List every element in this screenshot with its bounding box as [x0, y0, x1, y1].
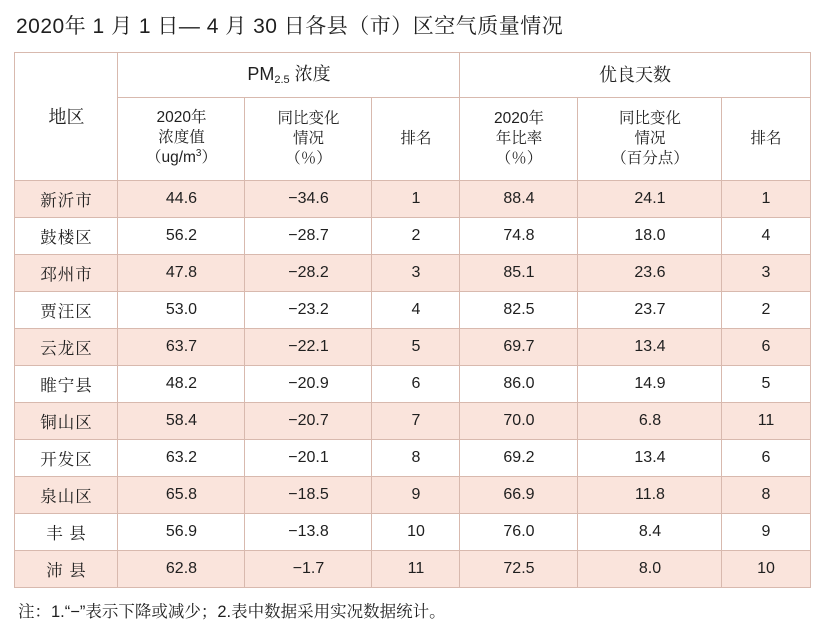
- cell-days-change: 11.8: [578, 477, 722, 514]
- header-pm25-value: [118, 98, 245, 181]
- cell-days-rank: 2: [722, 292, 810, 329]
- cell-pm25-change: −18.5: [245, 477, 372, 514]
- table-row: [15, 329, 810, 366]
- page-title: 2020年 1 月 1 日— 4 月 30 日各县（市）区空气质量情况: [16, 15, 564, 38]
- cell-days-change: 24.1: [578, 181, 722, 218]
- cell-region: 新沂市: [15, 181, 118, 218]
- cell-days-change: 6.8: [578, 403, 722, 440]
- cell-days-rate: 82.5: [460, 292, 578, 329]
- table-row: [15, 403, 810, 440]
- header-pm25-change-l3: （％）: [285, 150, 332, 167]
- cell-pm25-value: 56.2: [118, 218, 245, 255]
- cell-pm25-change: −34.6: [245, 181, 372, 218]
- cell-days-change: 13.4: [578, 329, 722, 366]
- cell-pm25-rank: 6: [372, 366, 460, 403]
- cell-region: 泉山区: [15, 477, 118, 514]
- table-header: [15, 53, 810, 181]
- cell-pm25-rank: 9: [372, 477, 460, 514]
- cell-pm25-change: −13.8: [245, 514, 372, 551]
- cell-days-rank: 3: [722, 255, 810, 292]
- cell-days-change: 13.4: [578, 440, 722, 477]
- cell-region: 睢宁县: [15, 366, 118, 403]
- cell-pm25-value: 47.8: [118, 255, 245, 292]
- table-note: 注：1.“−”表示下降或减少；2.表中数据采用实况数据统计。: [18, 603, 446, 621]
- cell-pm25-rank: 5: [372, 329, 460, 366]
- header-pm25-value-l2: 浓度值: [158, 129, 205, 146]
- table-row: [15, 477, 810, 514]
- cell-days-rate: 88.4: [460, 181, 578, 218]
- cell-days-rank: 1: [722, 181, 810, 218]
- header-pm25-label: $PM_{2.5}$ 浓度: [247, 63, 331, 86]
- cell-days-change: 23.7: [578, 292, 722, 329]
- cell-pm25-value: 48.2: [118, 366, 245, 403]
- cell-days-rate: 70.0: [460, 403, 578, 440]
- header-days-change-l1: 同比变化: [618, 110, 681, 127]
- cell-days-rank: 6: [722, 329, 810, 366]
- cell-pm25-change: −28.2: [245, 255, 372, 292]
- cell-days-rate: 74.8: [460, 218, 578, 255]
- table-row: [15, 292, 810, 329]
- cell-days-change: 8.4: [578, 514, 722, 551]
- table-row: [15, 514, 810, 551]
- header-row-groups: [15, 53, 810, 98]
- table-row: [15, 255, 810, 292]
- cell-pm25-rank: 2: [372, 218, 460, 255]
- header-row-subs: [15, 98, 810, 181]
- cell-pm25-value: 53.0: [118, 292, 245, 329]
- cell-pm25-rank: 3: [372, 255, 460, 292]
- cell-pm25-change: −20.1: [245, 440, 372, 477]
- header-days-rate-l2: 年比率: [495, 130, 543, 147]
- cell-pm25-value: 58.4: [118, 403, 245, 440]
- cell-region: 贾汪区: [15, 292, 118, 329]
- cell-pm25-value: 44.6: [118, 181, 245, 218]
- header-pm25-value-l3: $(ug/m^3)$: [145, 148, 217, 166]
- cell-pm25-change: −23.2: [245, 292, 372, 329]
- cell-pm25-value: 56.9: [118, 514, 245, 551]
- table-row: [15, 551, 810, 588]
- cell-days-change: 14.9: [578, 366, 722, 403]
- cell-pm25-change: −20.9: [245, 366, 372, 403]
- cell-pm25-rank: 10: [372, 514, 460, 551]
- cell-days-rate: 86.0: [460, 366, 578, 403]
- cell-days-rank: 9: [722, 514, 810, 551]
- cell-pm25-value: 63.7: [118, 329, 245, 366]
- header-region: 地区: [15, 53, 118, 181]
- table-row: [15, 218, 810, 255]
- table-row: [15, 440, 810, 477]
- cell-pm25-change: −22.1: [245, 329, 372, 366]
- cell-pm25-change: −1.7: [245, 551, 372, 588]
- cell-pm25-rank: 4: [372, 292, 460, 329]
- header-good-days-group: 优良天数: [460, 53, 810, 98]
- cell-region: 沛 县: [15, 551, 118, 588]
- table-row: [15, 366, 810, 403]
- cell-days-rate: 76.0: [460, 514, 578, 551]
- header-pm25-group: [118, 53, 460, 98]
- cell-pm25-value: 63.2: [118, 440, 245, 477]
- header-pm25-change-l2: 情况: [292, 130, 324, 147]
- header-days-change-l3: （百分点）: [611, 150, 689, 167]
- cell-pm25-value: 62.8: [118, 551, 245, 588]
- header-days-change: [578, 98, 722, 181]
- cell-days-rate: 69.7: [460, 329, 578, 366]
- cell-days-rate: 72.5: [460, 551, 578, 588]
- cell-days-rank: 4: [722, 218, 810, 255]
- header-days-rate: [460, 98, 578, 181]
- cell-days-rank: 10: [722, 551, 810, 588]
- cell-region: 邳州市: [15, 255, 118, 292]
- cell-region: 鼓楼区: [15, 218, 118, 255]
- cell-region: 铜山区: [15, 403, 118, 440]
- cell-pm25-change: −20.7: [245, 403, 372, 440]
- cell-days-rank: 5: [722, 366, 810, 403]
- cell-days-rate: 66.9: [460, 477, 578, 514]
- cell-days-change: 18.0: [578, 218, 722, 255]
- header-pm25-rank: 排名: [372, 98, 460, 181]
- cell-days-rank: 8: [722, 477, 810, 514]
- cell-days-rank: 6: [722, 440, 810, 477]
- header-days-change-l2: 情况: [634, 130, 666, 147]
- header-pm25-change-l1: 同比变化: [277, 110, 340, 127]
- cell-region: 开发区: [15, 440, 118, 477]
- cell-pm25-rank: 11: [372, 551, 460, 588]
- table-row: [15, 181, 810, 218]
- cell-pm25-change: −28.7: [245, 218, 372, 255]
- header-days-rate-l3: （％）: [495, 150, 543, 167]
- cell-days-rate: 69.2: [460, 440, 578, 477]
- cell-days-rank: 11: [722, 403, 810, 440]
- air-quality-table: [14, 52, 810, 588]
- cell-days-change: 8.0: [578, 551, 722, 588]
- cell-pm25-rank: 8: [372, 440, 460, 477]
- header-pm25-change: [245, 98, 372, 181]
- cell-days-change: 23.6: [578, 255, 722, 292]
- table-body: [15, 181, 810, 588]
- header-days-rate-l1: 2020年: [493, 110, 544, 127]
- cell-region: 云龙区: [15, 329, 118, 366]
- cell-pm25-rank: 7: [372, 403, 460, 440]
- cell-region: 丰 县: [15, 514, 118, 551]
- header-days-rank: 排名: [722, 98, 810, 181]
- cell-days-rate: 85.1: [460, 255, 578, 292]
- cell-pm25-value: 65.8: [118, 477, 245, 514]
- header-pm25-value-l1: 2020年: [156, 109, 207, 126]
- cell-pm25-rank: 1: [372, 181, 460, 218]
